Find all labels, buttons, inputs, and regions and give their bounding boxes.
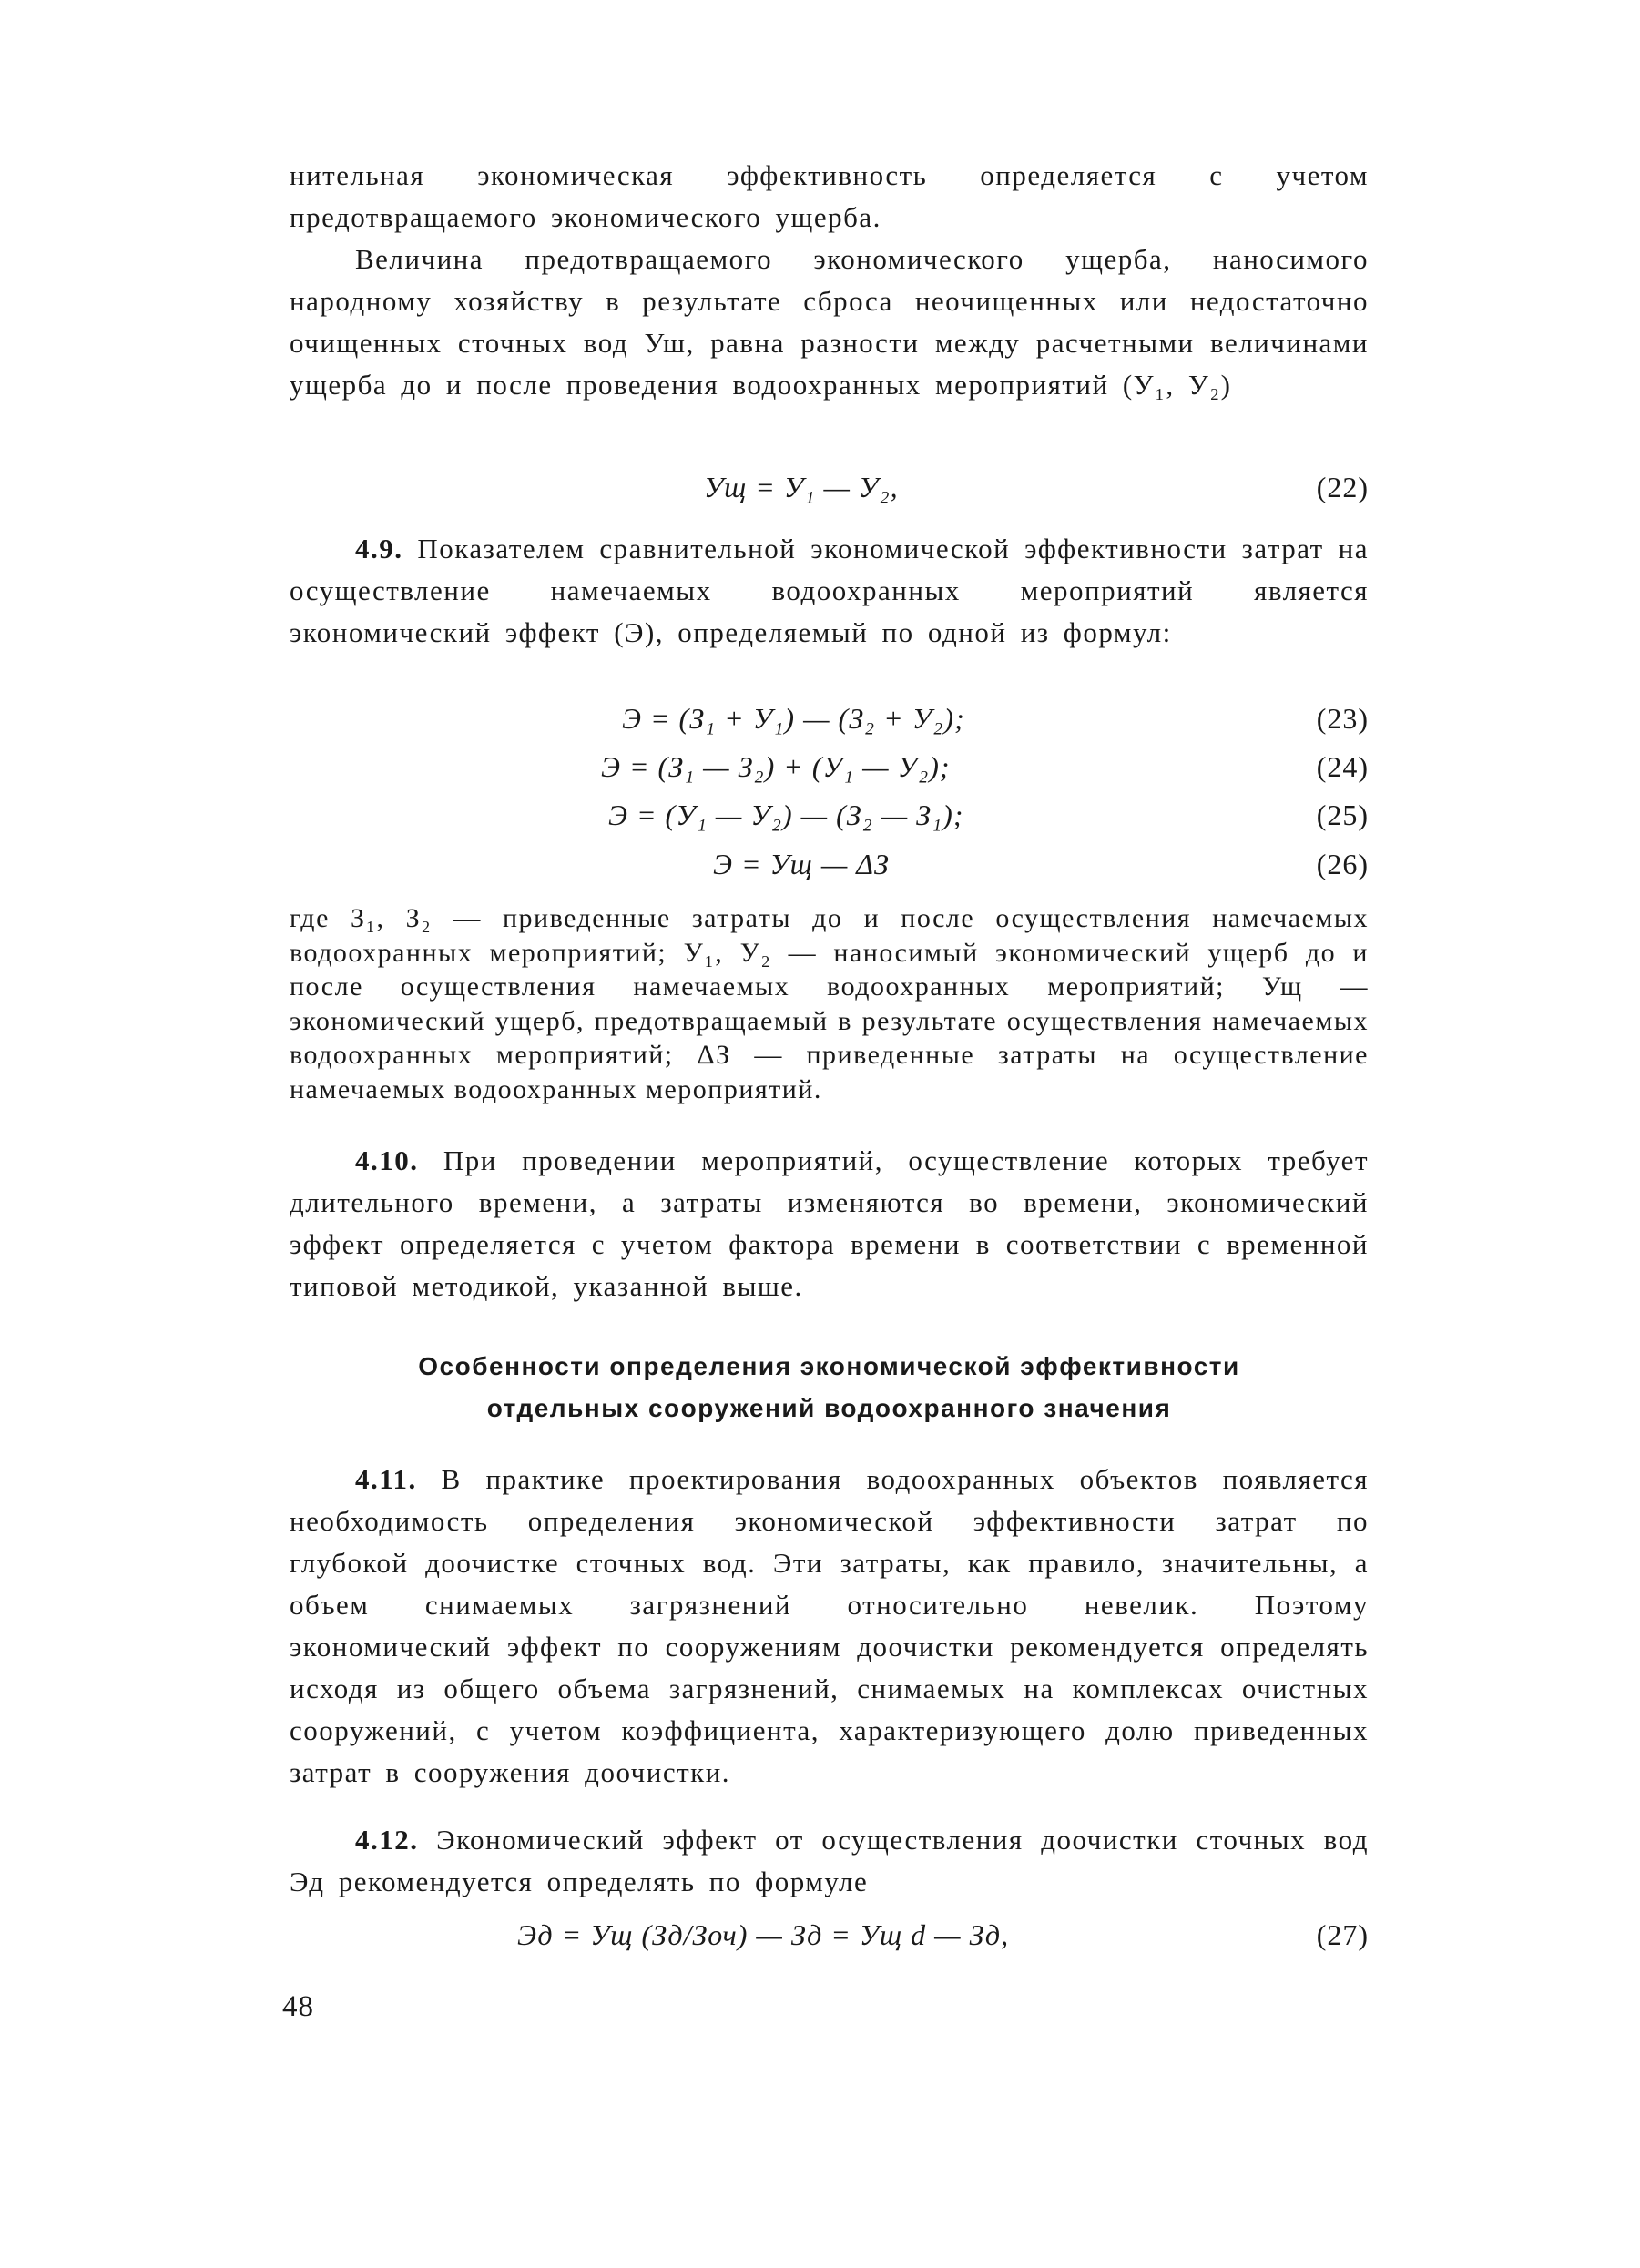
paragraph-4-9-text: Показателем сравнительной экономической эффективности затрат на осуществление намечаемых водоохранных мероприятий является экономический эффект (Э), определяемый по одной из формул: xyxy=(290,533,1369,648)
equation-number-22: (22) xyxy=(1316,471,1369,503)
formula-27-row xyxy=(290,1912,1369,1958)
formula-24-row xyxy=(290,744,1369,789)
paragraph-symbol-definitions: где З₁, З₂ — приведенные затраты до и после осуществления намечаемых водоохранных мероприятий; У₁, У₂ — наносимый экономический ущерб до и после осуществления намечаемых водоохранных мероприятий; Ущ — экономический ущерб, предотвращаемый в результате осуществления намечаемых водоохранных мероприятий; ΔЗ — приведенные затраты на осуществление намечаемых водоохранных мероприятий. xyxy=(290,903,1369,1104)
equation-number-27: (27) xyxy=(1316,1918,1369,1951)
section-number-4-11: 4.11. xyxy=(355,1463,417,1495)
formula-27: Эд = Ущ (Зд/Зоч) — Зд = Ущ d — Зд, xyxy=(517,1918,1010,1951)
equation-number-25: (25) xyxy=(1316,798,1369,831)
formula-25-row xyxy=(290,792,1369,838)
paragraph-4-9 xyxy=(290,528,1369,654)
paragraph-4-10 xyxy=(290,1140,1369,1307)
paragraph-4-12-text: Экономический эффект от осуществления доочистки сточных вод Эд рекомендуется определять по формуле xyxy=(290,1824,1369,1897)
section-number-4-12: 4.12. xyxy=(355,1824,419,1856)
equation-number-26: (26) xyxy=(1316,848,1369,880)
section-number-4-10: 4.10. xyxy=(355,1144,419,1176)
formula-26-row xyxy=(290,841,1369,887)
paragraph-4-11 xyxy=(290,1459,1369,1794)
equation-number-24: (24) xyxy=(1316,750,1369,783)
paragraph-intro: нительная экономическая эффективность определяется с учетом предотвращаемого экономического ущерба. xyxy=(290,159,1369,233)
section-number-4-9: 4.9. xyxy=(355,533,403,564)
formula-22-row xyxy=(290,464,1369,510)
paragraph-damage-definition: Величина предотвращаемого экономического ущерба, наносимого народному хозяйству в результате сброса неочищенных или недостаточно очищенных сточных вод Уш, равна разности между расчетными величинами ущерба до и после проведения водоохранных мероприятий (У₁, У₂) xyxy=(290,243,1369,401)
formula-26: Э = Ущ — ΔЗ xyxy=(713,848,890,880)
equation-number-23: (23) xyxy=(1316,702,1369,735)
page-number: 48 xyxy=(282,1990,314,2023)
formula-22: Ущ = У₁ — У₂, xyxy=(704,471,899,503)
section-heading-line-1: Особенности определения экономической эффективности xyxy=(418,1352,1240,1380)
formula-23-row xyxy=(290,696,1369,741)
section-heading-line-2: отдельных сооружений водоохранного значения xyxy=(486,1394,1172,1422)
formula-25: Э = (У₁ — У₂) — (З₂ — З₁); xyxy=(608,798,964,831)
paragraph-4-10-text: При проведении мероприятий, осуществление которых требует длительного времени, а затраты изменяются во времени, экономический эффект определяется с учетом фактора времени в соответствии с временной типовой методикой, указанной выше. xyxy=(290,1144,1369,1302)
formula-24: Э = (З₁ — З₂) + (У₁ — У₂); xyxy=(601,750,951,783)
paragraph-4-12 xyxy=(290,1819,1369,1903)
paragraph-4-11-text: В практике проектирования водоохранных объектов появляется необходимость определения экономической эффективности затрат по глубокой доочистке сточных вод. Эти затраты, как правило, значительны, а объем снимаемых загрязнений относительно невелик. Поэтому экономический эффект по сооружениям доочистки рекомендуется определять исходя из общего объема загрязнений, снимаемых на комплексах очистных сооружений, с учетом коэффициента, характеризующего долю приведенных затрат в сооружения доочистки. xyxy=(290,1463,1369,1788)
formula-23: Э = (З₁ + У₁) — (З₂ + У₂); xyxy=(622,702,965,735)
